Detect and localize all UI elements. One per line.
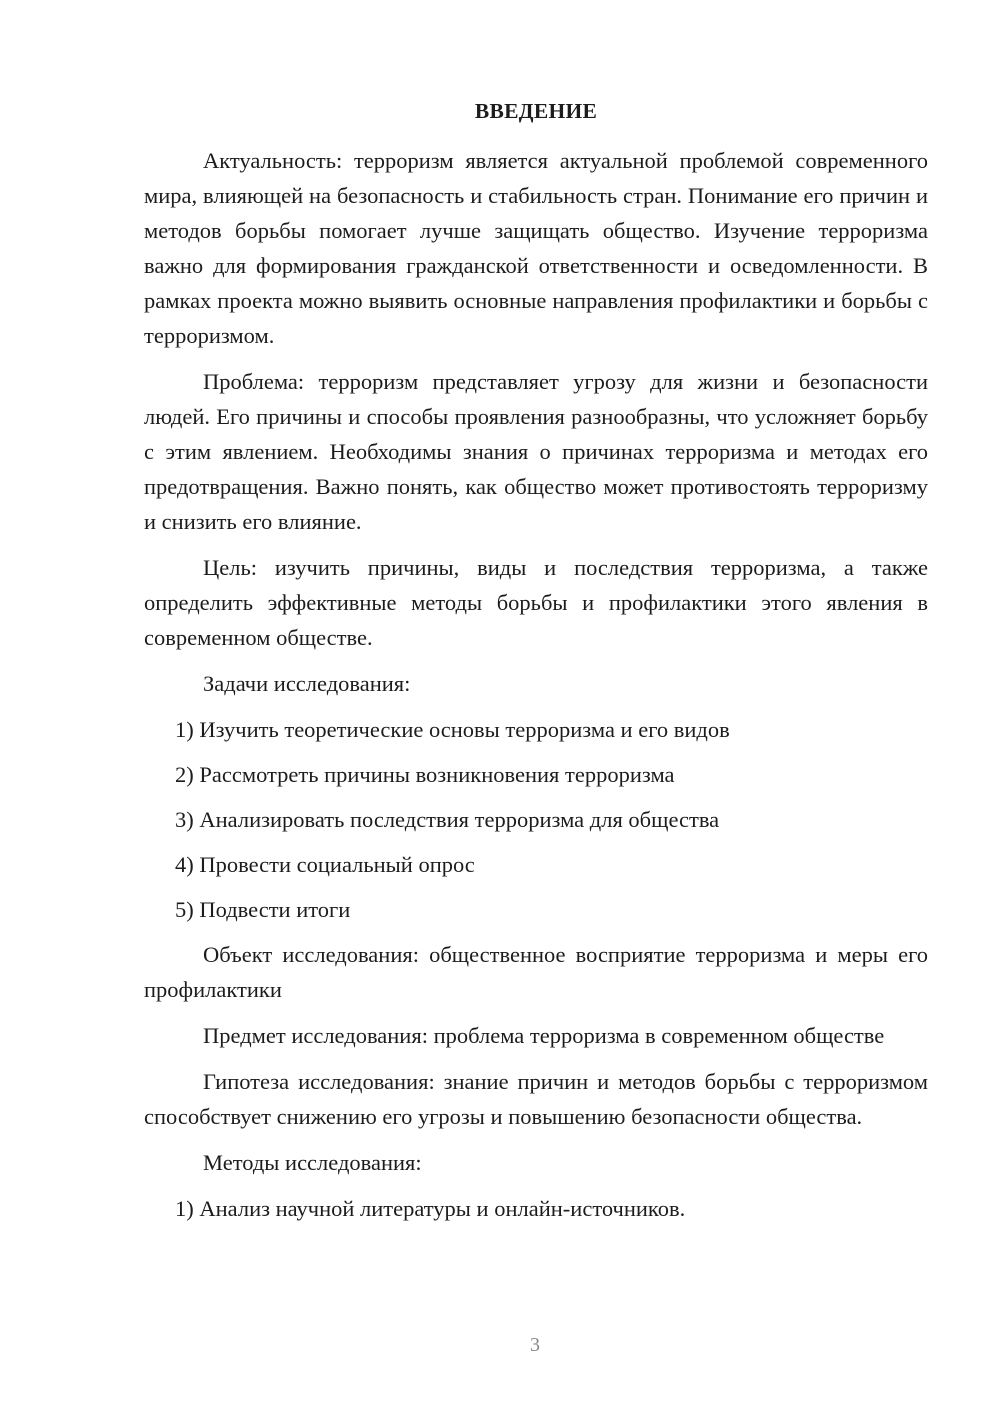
problem-paragraph: Проблема: терроризм представляет угрозу для жизни и безопасности людей. Его причины и способы проявления разнообразны, что усложняет борьбу с этим явлением. Необходимы знания о причинах терроризма и методах его предотвращения. Важно понять, как общество может противостоять терроризму и снизить его влияние. xyxy=(144,369,928,534)
object-paragraph: Объект исследования: общественное восприятие терроризма и меры его профилактики xyxy=(144,942,928,1002)
goal-paragraph: Цель: изучить причины, виды и последствия терроризма, а также определить эффективные методы борьбы и профилактики этого явления в современном обществе. xyxy=(144,555,928,650)
list-item: 5) Подвести итоги xyxy=(175,897,351,922)
methods-heading: Методы исследования: xyxy=(203,1150,422,1175)
methods-list xyxy=(144,1191,928,1226)
page-content xyxy=(144,94,928,1236)
relevance-paragraph: Актуальность: терроризм является актуальной проблемой современного мира, влияющей на безопасность и стабильность стран. Понимание его причин и методов борьбы помогает лучше защищать общество. Изучение терроризма важно для формирования гражданской ответственности и осведомленности. В рамках проекта можно выявить основные направления профилактики и борьбы с терроризмом. xyxy=(144,148,928,348)
list-item: 1) Изучить теоретические основы терроризма и его видов xyxy=(175,717,730,742)
list-item: 4) Провести социальный опрос xyxy=(175,852,475,877)
list-item: 1) Анализ научной литературы и онлайн-источников. xyxy=(175,1196,686,1221)
list-item: 2) Рассмотреть причины возникновения терроризма xyxy=(175,762,675,787)
page-number: 3 xyxy=(530,1334,540,1356)
subject-paragraph: Предмет исследования: проблема терроризма в современном обществе xyxy=(203,1023,885,1048)
tasks-heading: Задачи исследования: xyxy=(203,671,411,696)
hypothesis-paragraph: Гипотеза исследования: знание причин и методов борьбы с терроризмом способствует снижению его угрозы и повышению безопасности общества. xyxy=(144,1069,928,1129)
tasks-list xyxy=(144,712,928,927)
list-item: 3) Анализировать последствия терроризма для общества xyxy=(175,807,720,832)
page-title: ВВЕДЕНИЕ xyxy=(474,99,598,123)
